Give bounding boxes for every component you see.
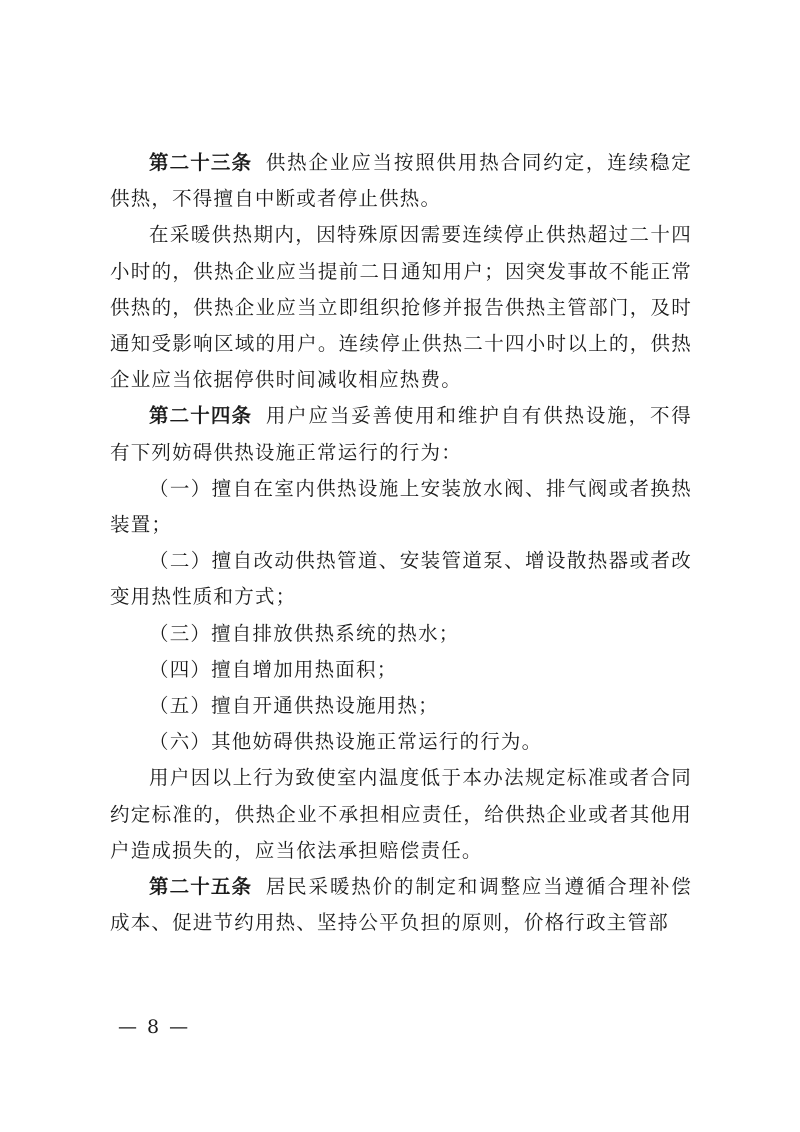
article-23-paragraph [110, 145, 692, 217]
article-24-paragraph [110, 398, 692, 470]
document-body [110, 145, 692, 941]
article-23-paragraph-2 [110, 217, 692, 398]
list-item: （一）擅自在室内供热设施上安装放水阀、排气阀或者换热装置； [110, 476, 692, 537]
list-item: （三）擅自排放供热系统的热水； [149, 621, 460, 645]
article-25-paragraph [110, 869, 692, 941]
list-item: （二）擅自改动供热管道、安装管道泵、增设散热器或者改变用热性质和方式； [110, 549, 692, 609]
article-23-paragraph-2-text: 在采暖供热期内，因特殊原因需要连续停止供热超过二十四小时的，供热企业应当提前二日通知用户；因突发事故不能正常供热的，供热企业应当立即组织抢修并报告供热主管部门，及时通知受影响区域的用户。连续停止供热二十四小时以上的，供热企业应当依据停供时间减收相应热费。 [110, 223, 692, 392]
page-number: — 8 — [118, 1016, 191, 1038]
article-24-heading: 第二十四条 [149, 404, 253, 428]
list-item: （四）擅自增加用热面积； [149, 657, 398, 681]
article-24-text: 用户应当妥善使用和维护自有供热设施，不得有下列妨碍供热设施正常运行的行为： [110, 404, 692, 464]
list-item: （六）其他妨碍供热设施正常运行的行为。 [149, 730, 543, 754]
list-item: （五）擅自开通供热设施用热； [149, 694, 439, 718]
liability-paragraph: 用户因以上行为致使室内温度低于本办法规定标准或者合同约定标准的，供热企业不承担相应责任，给供热企业或者其他用户造成损失的，应当依法承担赔偿责任。 [110, 766, 692, 862]
article-25-heading: 第二十五条 [149, 875, 253, 899]
article-25-text: 居民采暖热价的制定和调整应当遵循合理补偿成本、促进节约用热、坚持公平负担的原则，价格行政主管部 [110, 875, 692, 935]
article-23-text: 供热企业应当按照供用热合同约定，连续稳定供热，不得擅自中断或者停止供热。 [110, 151, 692, 211]
article-23-heading: 第二十三条 [149, 151, 253, 174]
